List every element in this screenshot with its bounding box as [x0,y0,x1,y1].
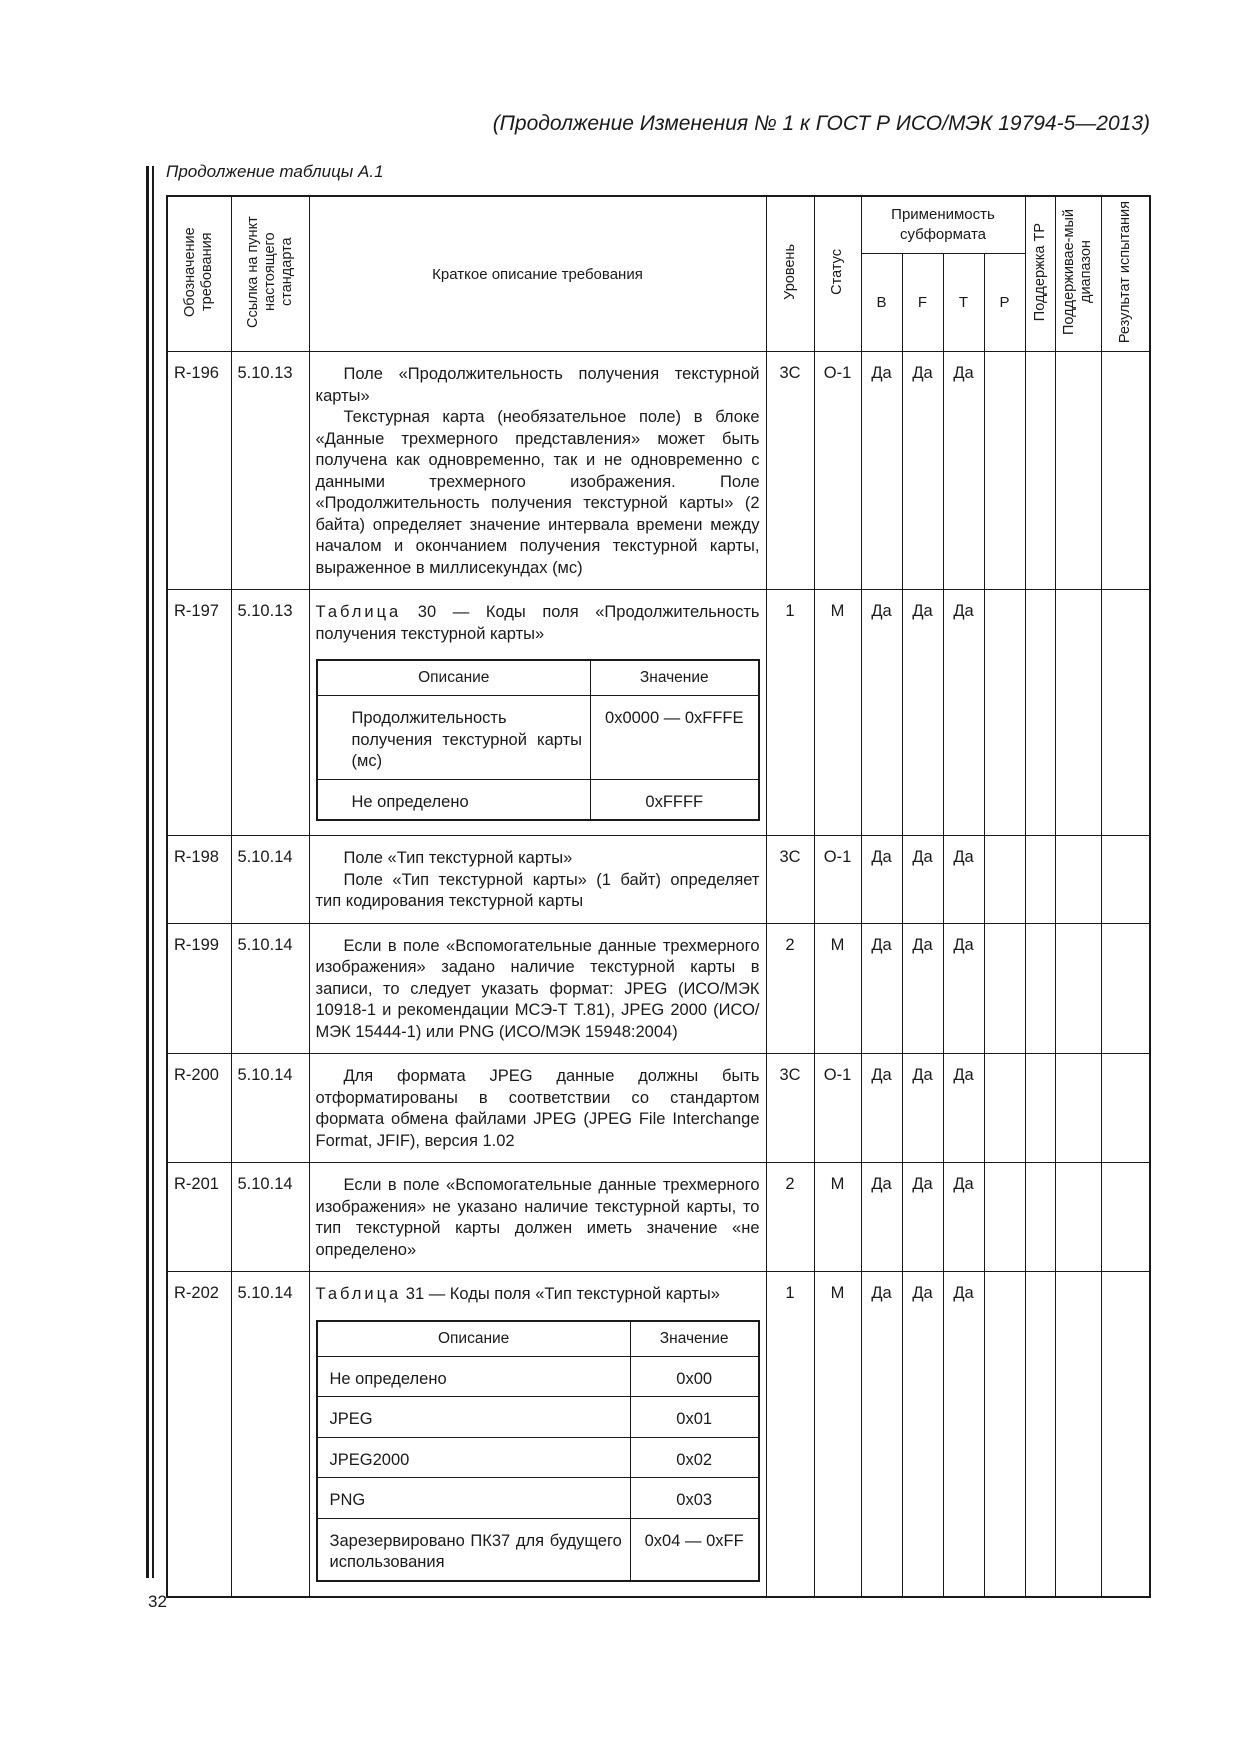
req-range [1055,590,1101,836]
req-f: Да [902,923,943,1054]
sub-val: 0x02 [630,1437,758,1478]
req-level: 1 [766,590,814,836]
codes-table-31 [316,1320,760,1582]
req-b: Да [861,1272,902,1597]
col-sub-b: B [861,254,902,352]
req-status: М [814,1163,861,1272]
req-id: R-202 [167,1272,231,1597]
req-status: М [814,590,861,836]
desc-para: Если в поле «Вспомогательные данные трехмерного изображения» задано наличие текстурной карты в записи, то следует указать формат: JPEG (ИСО/МЭК 10918-1 и рекомендации МСЭ-Т Т.81), JPEG 2000 (ИСО/МЭК 15444-1) или PNG (ИСО/МЭК 15948:2004) [315,936,760,1041]
req-f: Да [902,590,943,836]
codes-table-30 [316,659,760,821]
req-tp [1025,1163,1055,1272]
table-row [167,1272,1150,1597]
req-tp [1025,352,1055,590]
req-tp [1025,590,1055,836]
req-ref: 5.10.14 [231,1054,309,1163]
table-row [167,590,1150,836]
col-sub-t: T [943,254,984,352]
sub-row [317,1518,759,1581]
req-b: Да [861,1054,902,1163]
desc-para: Для формата JPEG данные должны быть отформатированы в соответствии со стандартом формата обмена файлами JPEG (JPEG File Interchange Format, JFIF), версия 1.02 [315,1067,760,1150]
table-row [167,352,1150,590]
sub-row [317,1356,759,1397]
sub-desc: JPEG [317,1397,631,1438]
req-description [309,590,766,836]
req-ref: 5.10.14 [231,836,309,924]
req-f: Да [902,352,943,590]
sub-row [317,1478,759,1519]
req-id: R-197 [167,590,231,836]
page-number: 32 [148,1592,167,1611]
req-result [1101,1054,1150,1163]
table-row [167,1054,1150,1163]
col-designation: Обозначение требования [167,196,231,352]
req-ref: 5.10.13 [231,590,309,836]
req-level: 2 [766,1163,814,1272]
req-level: 1 [766,1272,814,1597]
col-status: Статус [814,196,861,352]
req-ref: 5.10.14 [231,1163,309,1272]
sub-row [317,696,759,780]
req-t: Да [943,1054,984,1163]
req-tp [1025,923,1055,1054]
req-result [1101,923,1150,1054]
col-supported-range: Поддерживае-мый диапазон [1055,196,1101,352]
req-result [1101,1272,1150,1597]
req-id: R-198 [167,836,231,924]
req-p [984,836,1025,924]
req-status: О-1 [814,352,861,590]
req-f: Да [902,1054,943,1163]
req-id: R-201 [167,1163,231,1272]
req-t: Да [943,590,984,836]
change-mark-bar [146,166,149,1578]
req-b: Да [861,1163,902,1272]
req-f: Да [902,836,943,924]
req-p [984,590,1025,836]
req-b: Да [861,590,902,836]
req-level: 3С [766,1054,814,1163]
sub-desc: Продолжительность получения текстурной карты (мс) [317,696,591,780]
req-result [1101,1163,1150,1272]
req-result [1101,590,1150,836]
req-ref: 5.10.14 [231,1272,309,1597]
req-p [984,923,1025,1054]
sub-row [317,1397,759,1438]
desc-para: Если в поле «Вспомогательные данные трехмерного изображения» не указано наличие текстурной карты, то тип текстурной карты должен иметь значение «не определено» [315,1176,760,1259]
sub-head-desc: Описание [317,660,591,696]
sub-desc: PNG [317,1478,631,1519]
req-ref: 5.10.14 [231,923,309,1054]
table-row [167,836,1150,924]
desc-para: Текстурная карта (необязательное поле) в блоке «Данные трехмерного представления» может быть получена как одновременно, так и не одновременно с данными трехмерного изображения. Поле «Продолжительность получения текстурной карты» (2 байта) определяет значение интервала времени между началом и окончанием получения текстурной карты, выраженное в миллисекундах (мс) [315,408,760,577]
sub-head-desc: Описание [317,1321,631,1357]
req-p [984,352,1025,590]
sub-desc: Зарезервировано ПК37 для будущего использования [317,1518,631,1581]
sub-val: 0x01 [630,1397,758,1438]
req-tp [1025,1272,1055,1597]
sub-head-val: Значение [630,1321,758,1357]
req-id: R-196 [167,352,231,590]
req-level: 3С [766,836,814,924]
col-tp-support: Поддержка ТР [1025,196,1055,352]
req-ref: 5.10.13 [231,352,309,590]
running-title: (Продолжение Изменения № 1 к ГОСТ Р ИСО/МЭК 19794-5—2013) [492,112,1150,135]
table-row [167,923,1150,1054]
header-row-1 [167,196,1150,254]
table-continuation-label: Продолжение таблицы А.1 [166,162,384,181]
req-b: Да [861,923,902,1054]
desc-para: Поле «Продолжительность получения текстурной карты» [315,365,760,405]
req-level: 3С [766,352,814,590]
req-description [309,923,766,1054]
req-description [309,1272,766,1597]
req-t: Да [943,923,984,1054]
req-range [1055,1054,1101,1163]
req-f: Да [902,1272,943,1597]
req-range [1055,1272,1101,1597]
req-range [1055,836,1101,924]
sub-val: 0x0000 — 0xFFFE [591,696,759,780]
req-tp [1025,836,1055,924]
sub-desc: Не определено [317,1356,631,1397]
requirements-table [166,195,1151,1598]
req-f: Да [902,1163,943,1272]
req-description [309,1054,766,1163]
req-status: О-1 [814,1054,861,1163]
req-b: Да [861,352,902,590]
req-p [984,1163,1025,1272]
req-range [1055,923,1101,1054]
req-status: О-1 [814,836,861,924]
sub-desc: JPEG2000 [317,1437,631,1478]
req-status: М [814,923,861,1054]
table-caption: Таблица 30 — Коды поля «Продолжительность получения текстурной карты» [315,603,760,643]
change-mark-bar-inner [152,166,154,1578]
req-p [984,1054,1025,1163]
req-description [309,1163,766,1272]
req-tp [1025,1054,1055,1163]
sub-row [317,779,759,820]
req-t: Да [943,352,984,590]
col-reference: Ссылка на пункт настоящего стандарта [231,196,309,352]
sub-val: 0x00 [630,1356,758,1397]
col-test-result: Результат испытания [1101,196,1150,352]
req-b: Да [861,836,902,924]
req-result [1101,352,1150,590]
req-id: R-199 [167,923,231,1054]
req-status: М [814,1272,861,1597]
req-result [1101,836,1150,924]
sub-val: 0xFFFF [591,779,759,820]
sub-desc: Не определено [317,779,591,820]
col-description: Краткое описание требования [309,196,766,352]
req-range [1055,352,1101,590]
desc-para: Поле «Тип текстурной карты» (1 байт) определяет тип кодирования текстурной карты [315,870,760,910]
table-row [167,1163,1150,1272]
sub-val: 0x03 [630,1478,758,1519]
req-range [1055,1163,1101,1272]
req-p [984,1272,1025,1597]
req-t: Да [943,836,984,924]
req-t: Да [943,1163,984,1272]
col-sub-f: F [902,254,943,352]
req-t: Да [943,1272,984,1597]
sub-row [317,1437,759,1478]
sub-val: 0x04 — 0xFF [630,1518,758,1581]
req-id: R-200 [167,1054,231,1163]
col-sub-p: P [984,254,1025,352]
col-applicability: Применимость субформата [861,196,1025,254]
req-description [309,352,766,590]
table-caption: Таблица 31 — Коды поля «Тип текстурной карты» [315,1285,720,1303]
desc-para: Поле «Тип текстурной карты» [343,849,573,867]
sub-head-val: Значение [591,660,759,696]
req-level: 2 [766,923,814,1054]
col-level: Уровень [766,196,814,352]
req-description [309,836,766,924]
